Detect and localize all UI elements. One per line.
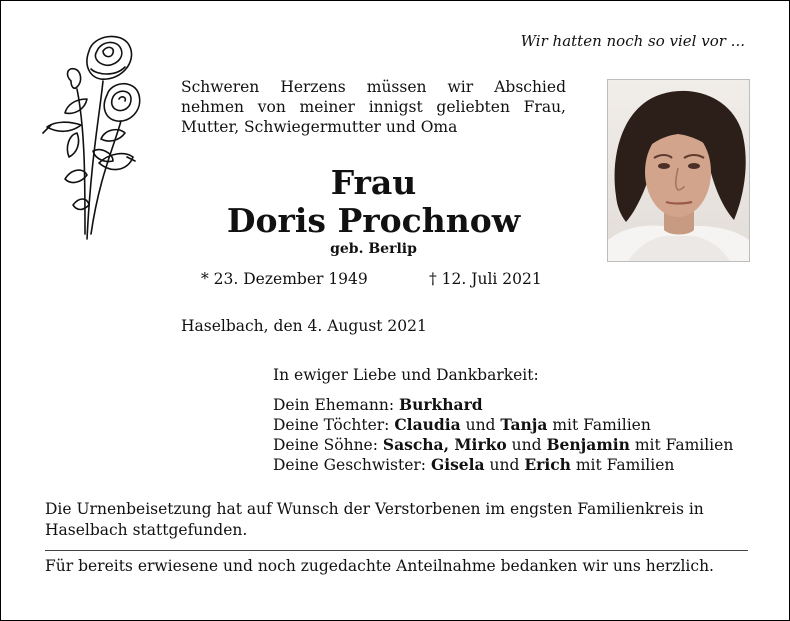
mourner-sons: Deine Söhne: Sascha, Mirko und Benjamin mit Familien <box>273 435 734 454</box>
death-date: † 12. Juli 2021 <box>429 270 542 288</box>
mourner-husband: Dein Ehemann: Burkhard <box>273 395 483 414</box>
mourners-lead: In ewiger Liebe und Dankbarkeit: <box>273 366 539 384</box>
divider <box>45 550 748 551</box>
rose-icon <box>41 29 141 245</box>
birth-name: geb. Berlip <box>330 241 417 257</box>
thanks-note: Für bereits erwiesene und noch zugedachte Anteilnahme bedanken wir uns herzlich. <box>45 557 714 575</box>
place-and-date: Haselbach, den 4. August 2021 <box>181 317 427 335</box>
burial-note: Die Urnenbeisetzung hat auf Wunsch der Verstorbenen im engsten Familienkreis in Haselbach stattgefunden. <box>45 500 704 539</box>
mourners-list <box>273 365 733 475</box>
deceased-name: Doris Prochnow <box>226 201 521 240</box>
portrait-photo <box>607 79 750 262</box>
intro-text: Schweren Herzens müssen wir Abschied nehmen von meiner innigst geliebten Frau, Mutter, Schwiegermutter und Oma <box>181 78 566 136</box>
motto: Wir hatten noch so viel vor ... <box>520 32 745 50</box>
mourner-siblings: Deine Geschwister: Gisela und Erich mit Familien <box>273 455 675 474</box>
salutation: Frau <box>330 163 417 202</box>
mourner-daughters: Deine Töchter: Claudia und Tanja mit Familien <box>273 415 651 434</box>
birth-date: * 23. Dezember 1949 <box>201 270 368 288</box>
